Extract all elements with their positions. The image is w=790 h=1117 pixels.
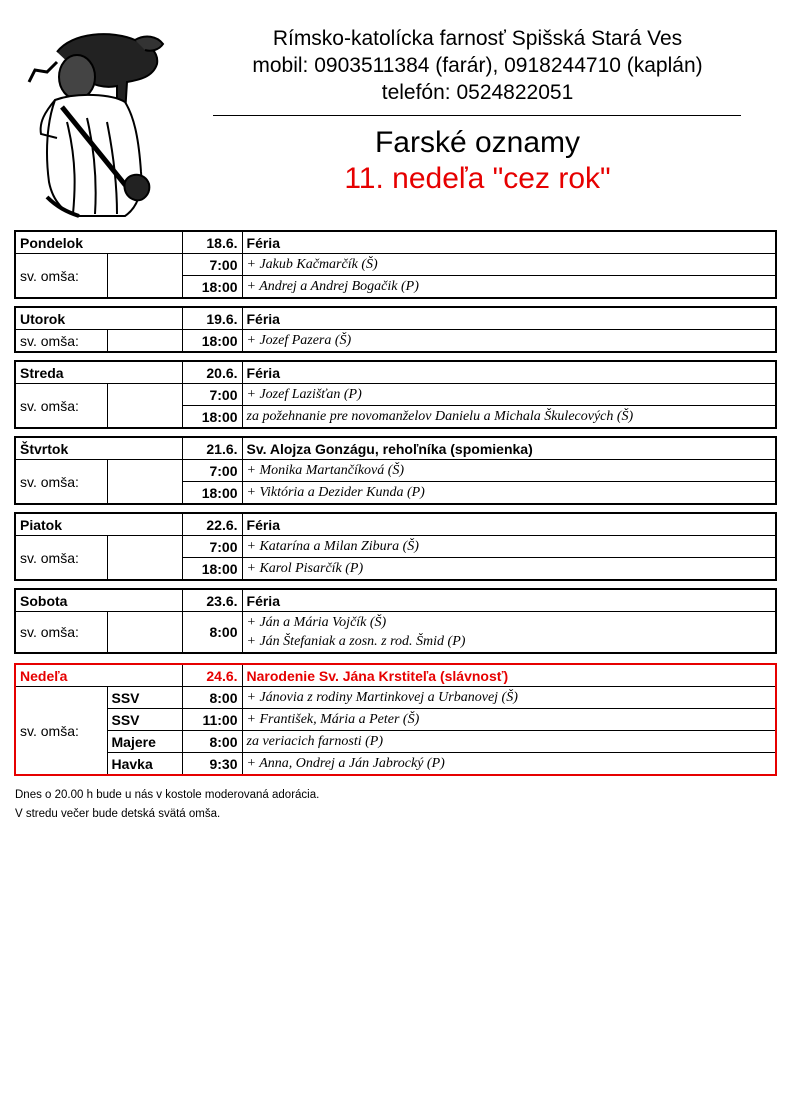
mass-intention: + Jozef Lazišťan (P) bbox=[242, 384, 776, 406]
mass-time: 8:00 bbox=[182, 612, 242, 654]
announcement-1: Dnes o 20.00 h bude u nás v kostole moderovaná adorácia. bbox=[15, 789, 320, 801]
day-table-streda bbox=[14, 360, 777, 429]
mass-intention: + František, Mária a Peter (Š) bbox=[242, 709, 776, 731]
mass-intention: + Andrej a Andrej Bogačik (P) bbox=[242, 276, 776, 299]
day-feast: Féria bbox=[242, 307, 776, 330]
mass-label: sv. omša: bbox=[15, 460, 107, 505]
mass-intention: + Jánovia z rodiny Martinkovej a Urbanovej (Š) bbox=[242, 687, 776, 709]
mass-time: 18:00 bbox=[182, 330, 242, 353]
phone-number: telefón: 0524822051 bbox=[381, 81, 574, 104]
mass-intention: + Viktória a Dezider Kunda (P) bbox=[242, 482, 776, 505]
day-name: Streda bbox=[15, 361, 182, 384]
mass-intention: za veriacich farnosti (P) bbox=[242, 731, 776, 753]
place-cell bbox=[107, 384, 182, 429]
mass-intention: + Jozef Pazera (Š) bbox=[242, 330, 776, 353]
mass-label: sv. omša: bbox=[15, 536, 107, 581]
day-table-utorok bbox=[14, 306, 777, 353]
mass-time: 7:00 bbox=[182, 384, 242, 406]
mass-intention: + Monika Martančíková (Š) bbox=[242, 460, 776, 482]
mass-intention-line: + Ján a Mária Vojčík (Š) bbox=[246, 615, 387, 630]
place-cell bbox=[107, 536, 182, 581]
day-name: Nedeľa bbox=[15, 664, 182, 687]
mass-time: 8:00 bbox=[182, 731, 242, 753]
day-feast: Féria bbox=[242, 361, 776, 384]
place-cell bbox=[107, 254, 182, 299]
announcement-2: V stredu večer bude detská svätá omša. bbox=[15, 808, 221, 820]
mass-intention bbox=[242, 612, 776, 654]
mass-intention: + Katarína a Milan Zibura (Š) bbox=[242, 536, 776, 558]
day-date: 23.6. bbox=[182, 589, 242, 612]
day-date: 21.6. bbox=[182, 437, 242, 460]
mass-place: Havka bbox=[107, 753, 182, 776]
parish-name: Rímsko-katolícka farnosť Spišská Stará Ves bbox=[272, 27, 683, 50]
mass-intention: + Jakub Kačmarčík (Š) bbox=[242, 254, 776, 276]
mass-intention: + Karol Pisarčík (P) bbox=[242, 558, 776, 581]
day-name: Pondelok bbox=[15, 231, 182, 254]
header-divider bbox=[213, 115, 741, 116]
mass-time: 18:00 bbox=[182, 406, 242, 429]
mass-time: 7:00 bbox=[182, 460, 242, 482]
mass-time: 18:00 bbox=[182, 276, 242, 299]
day-table-pondelok bbox=[14, 230, 777, 299]
mass-place: SSV bbox=[107, 687, 182, 709]
day-table-piatok bbox=[14, 512, 777, 581]
mass-time: 18:00 bbox=[182, 558, 242, 581]
day-date: 20.6. bbox=[182, 361, 242, 384]
mass-label: sv. omša: bbox=[15, 384, 107, 429]
mass-time: 7:00 bbox=[182, 536, 242, 558]
place-cell bbox=[107, 460, 182, 505]
day-name: Štvrtok bbox=[15, 437, 182, 460]
day-feast: Féria bbox=[242, 231, 776, 254]
day-date: 19.6. bbox=[182, 307, 242, 330]
mass-intention: + Anna, Ondrej a Ján Jabrocký (P) bbox=[242, 753, 776, 776]
mass-intention: za požehnanie pre novomanželov Danielu a Michala Škulecových (Š) bbox=[242, 406, 776, 429]
day-table-stvrtok bbox=[14, 436, 777, 505]
mass-label: sv. omša: bbox=[15, 254, 107, 299]
good-shepherd-logo bbox=[17, 22, 167, 218]
mass-time: 7:00 bbox=[182, 254, 242, 276]
mass-intention-line: + Ján Štefaniak a zosn. z rod. Šmid (P) bbox=[246, 634, 466, 649]
day-name: Utorok bbox=[15, 307, 182, 330]
mass-time: 18:00 bbox=[182, 482, 242, 505]
day-table-sobota bbox=[14, 588, 777, 654]
place-cell bbox=[107, 330, 182, 353]
day-name: Sobota bbox=[15, 589, 182, 612]
day-feast: Narodenie Sv. Jána Krstiteľa (slávnosť) bbox=[242, 664, 776, 687]
mass-label: sv. omša: bbox=[15, 612, 107, 654]
mass-place: Majere bbox=[107, 731, 182, 753]
mass-label: sv. omša: bbox=[15, 687, 107, 776]
day-feast: Féria bbox=[242, 589, 776, 612]
day-name: Piatok bbox=[15, 513, 182, 536]
mobile-numbers: mobil: 0903511384 (farár), 0918244710 (kaplán) bbox=[252, 54, 703, 77]
mass-time: 9:30 bbox=[182, 753, 242, 776]
mass-time: 11:00 bbox=[182, 709, 242, 731]
day-feast: Sv. Alojza Gonzágu, rehoľníka (spomienka) bbox=[242, 437, 776, 460]
day-table-nedela bbox=[14, 663, 777, 776]
mass-label: sv. omša: bbox=[15, 330, 107, 353]
day-feast: Féria bbox=[242, 513, 776, 536]
mass-place: SSV bbox=[107, 709, 182, 731]
mass-time: 8:00 bbox=[182, 687, 242, 709]
page-title: Farské oznamy bbox=[374, 126, 581, 159]
day-date: 22.6. bbox=[182, 513, 242, 536]
day-date: 18.6. bbox=[182, 231, 242, 254]
place-cell bbox=[107, 612, 182, 654]
page-subtitle: 11. nedeľa "cez rok" bbox=[344, 162, 611, 195]
day-date: 24.6. bbox=[182, 664, 242, 687]
